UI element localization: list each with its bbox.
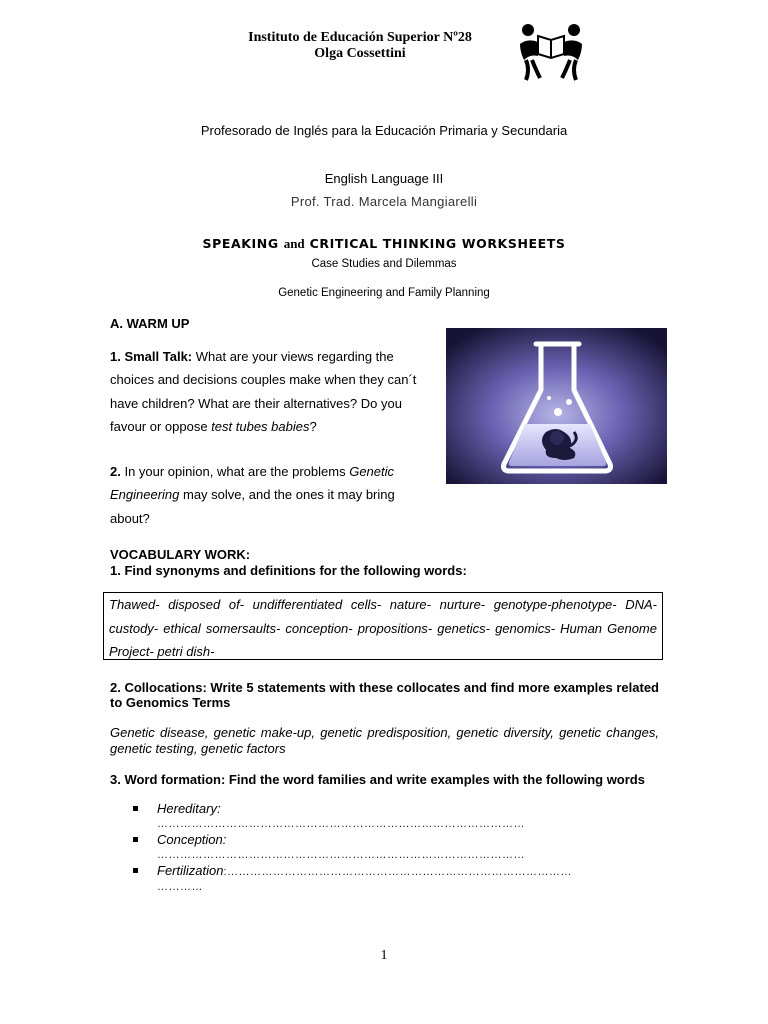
vocabulary-task-1: 1. Find synonyms and definitions for the following words: [110, 563, 467, 578]
worksheet-subtitle: Case Studies and Dilemmas [311, 258, 457, 270]
program-title: Profesorado de Inglés para la Educación Primaria y Secundaria [200, 123, 568, 138]
answer-line[interactable]: …………………………………………………………………………………… [157, 818, 525, 830]
question-1-label: 1. Small Talk: [110, 349, 193, 364]
question-small-talk [110, 345, 430, 438]
reading-figures-logo-icon [516, 22, 586, 82]
worksheet-title-part1: SPEAKING [202, 236, 279, 251]
question-2-label: 2. [110, 464, 121, 479]
question-2-italic: Genetic Engineering [110, 464, 395, 503]
flask-embryo-icon [446, 328, 667, 484]
worksheet-title-part2: CRITICAL THINKING WORKSHEETS [309, 236, 566, 251]
question-1-italic: test tubes babies [211, 418, 310, 434]
question-1-text: What are your views regarding the choices and decisions couples make when they can´t have children? What are their alternatives? Do you favour or oppose [110, 349, 417, 434]
warm-up-heading: A. WARM UP [110, 316, 190, 331]
question-2-text-b: may solve, and the ones it may bring about? [110, 487, 395, 526]
collocations-task: 2. Collocations: Write 5 statements with these collocates and find more examples related to Genomics Terms [110, 680, 659, 710]
institute-header [180, 30, 540, 62]
vocabulary-word-box: Thawed- disposed of- undifferentiated cells- nature- nurture- genotype-phenotype- DNA- custody- ethical somersaults- conception- propositions- genetics- genomics- Human Genome Project- petri dish- [103, 592, 663, 660]
page-number: 1 [380, 948, 388, 963]
answer-line[interactable]: ………… [157, 881, 203, 893]
course-title: English Language III [324, 171, 444, 186]
bullet-icon [133, 806, 138, 811]
word-term: Hereditary: [157, 801, 221, 816]
worksheet-title [0, 236, 768, 252]
professor-name: Prof. Trad. Marcela Mangiarelli [290, 194, 478, 209]
word-term-row [157, 863, 661, 880]
question-genetic-engineering [110, 460, 430, 530]
answer-line[interactable]: …………………………………………………………………………………… [157, 849, 525, 861]
question-1-end: ? [309, 418, 317, 434]
bullet-icon [133, 837, 138, 842]
vocabulary-heading: VOCABULARY WORK: [110, 547, 251, 562]
institute-subname: Olga Cossettini [314, 46, 406, 61]
word-formation-list [131, 801, 661, 895]
collocations-list: Genetic disease, genetic make-up, genetic predisposition, genetic diversity, genetic changes, genetic testing, genetic factors [110, 725, 659, 756]
institute-name: Instituto de Educación Superior Nº28 [248, 30, 472, 45]
list-item [131, 832, 661, 863]
vocabulary-section [110, 547, 467, 579]
word-term: Fertilization [157, 863, 224, 878]
answer-line-inline[interactable]: :……………………………………………………………………………… [223, 866, 573, 878]
bullet-icon [133, 868, 138, 873]
list-item [131, 801, 661, 832]
list-item [131, 863, 661, 895]
worksheet-topic: Genetic Engineering and Family Planning [278, 287, 490, 299]
question-2-text-a: In your opinion, what are the problems [120, 464, 350, 479]
word-formation-task: 3. Word formation: Find the word families and write examples with the following words [110, 772, 645, 787]
worksheet-title-and: and [283, 236, 305, 251]
word-term: Conception: [157, 832, 227, 847]
